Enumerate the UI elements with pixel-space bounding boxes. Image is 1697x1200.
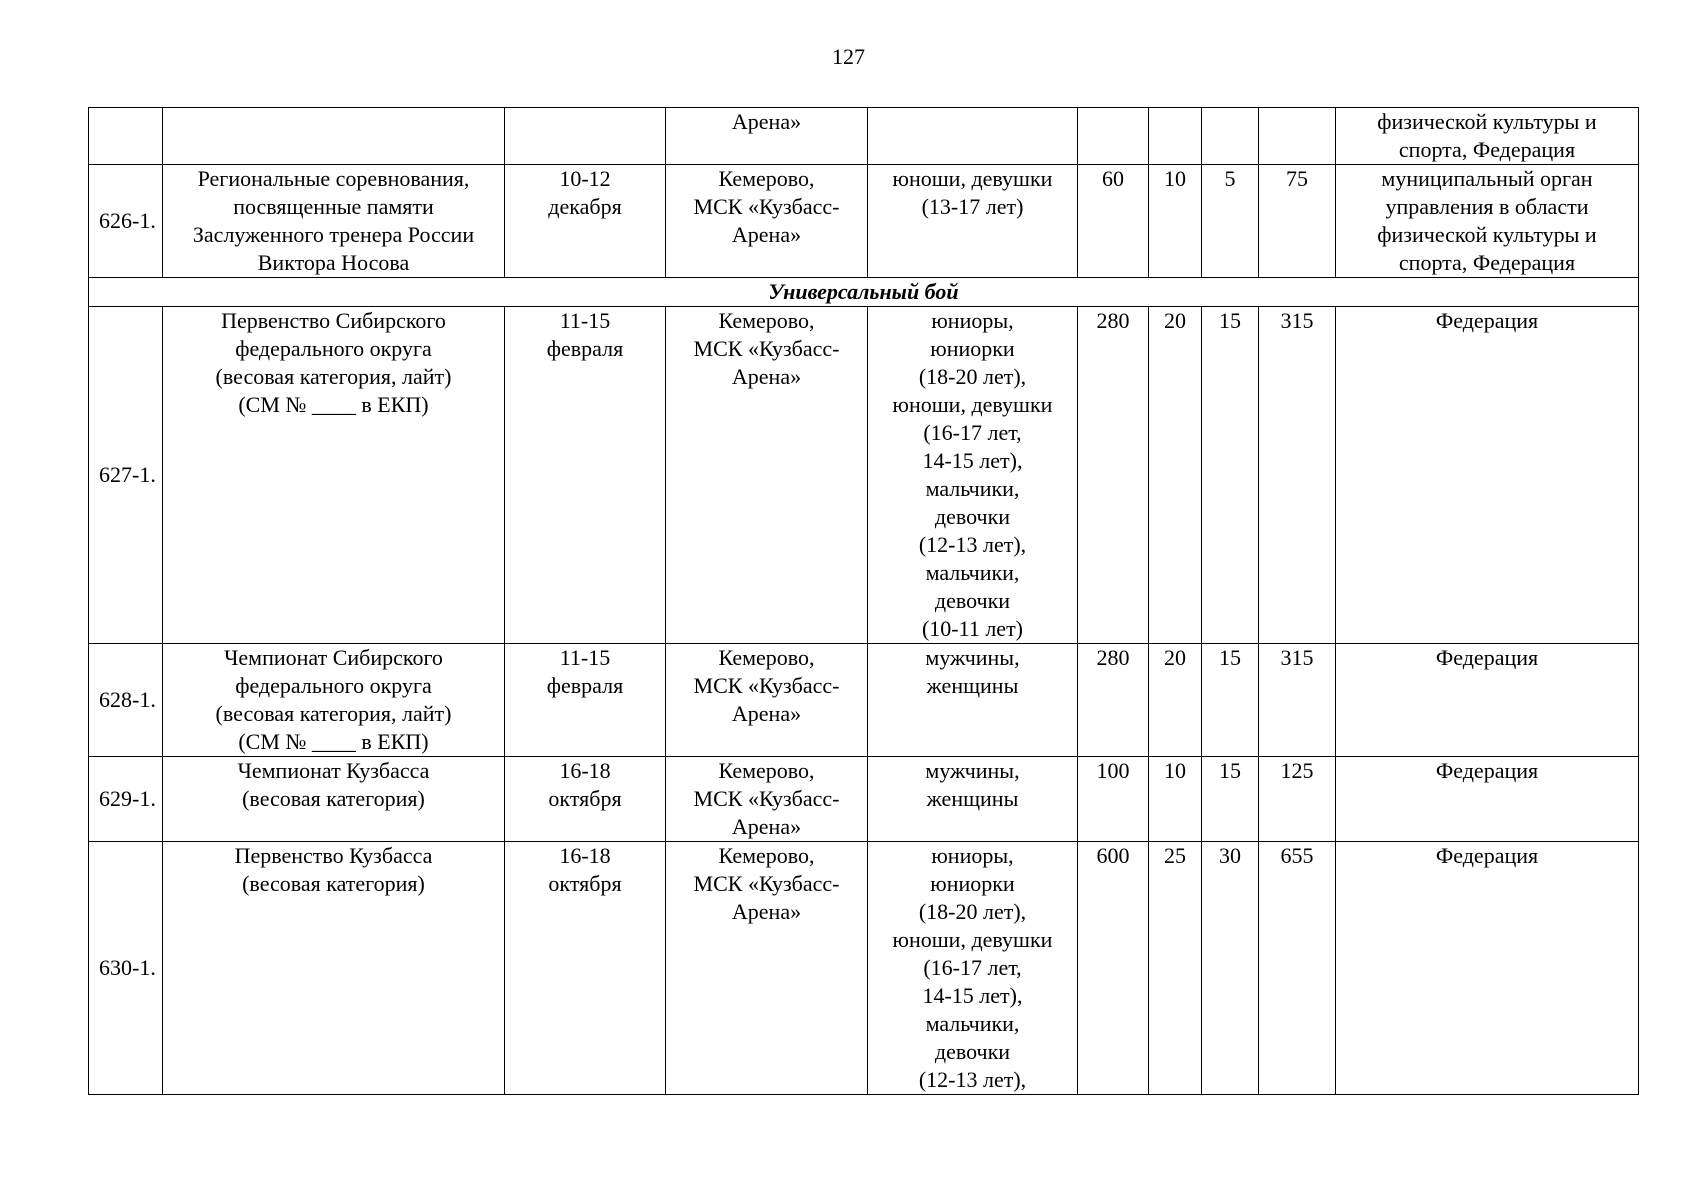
cell-line: (18-20 лет),	[918, 364, 1027, 389]
event-place-cell	[666, 108, 868, 165]
cell-line: спорта, Федерация	[1398, 137, 1576, 162]
cell-line: Чемпионат Сибирского	[224, 645, 443, 670]
cell-line: (18-20 лет),	[918, 899, 1027, 924]
cell-line: 16-18	[559, 758, 611, 783]
event-name-cell	[163, 307, 505, 644]
cell-line: Кемерово,	[718, 308, 815, 333]
event-number-cell: 630-1.	[89, 842, 163, 1095]
count-cell-1: 280	[1078, 644, 1149, 757]
event-participants-cell	[868, 108, 1078, 165]
cell-line: Виктора Носова	[257, 250, 410, 275]
count-cell-2: 20	[1149, 307, 1202, 644]
cell-line: мальчики,	[925, 1011, 1020, 1036]
cell-line: (СМ № ____ в ЕКП)	[238, 729, 429, 754]
cell-line: Кемерово,	[718, 843, 815, 868]
cell-line: муниципальный орган	[1381, 166, 1593, 191]
table-row	[89, 165, 1639, 278]
count-cell-2: 20	[1149, 644, 1202, 757]
cell-line: (весовая категория, лайт)	[215, 364, 452, 389]
cell-line: Первенство Сибирского	[221, 308, 446, 333]
event-dates-cell	[505, 307, 666, 644]
cell-line: февраля	[546, 336, 624, 361]
cell-line: юниоры,	[931, 843, 1014, 868]
cell-line: физической культуры и	[1377, 222, 1597, 247]
cell-line: Кемерово,	[718, 758, 815, 783]
cell-line: (16-17 лет,	[923, 955, 1022, 980]
cell-line: 10-12	[559, 166, 611, 191]
cell-line: федерального округа	[235, 673, 432, 698]
cell-line: (СМ № ____ в ЕКП)	[238, 392, 429, 417]
count-cell-3	[1202, 108, 1259, 165]
count-cell-2: 25	[1149, 842, 1202, 1095]
cell-line: юниоры,	[931, 308, 1014, 333]
cell-line: юноши, девушки	[892, 927, 1053, 952]
cell-line: (весовая категория, лайт)	[215, 701, 452, 726]
event-participants-cell	[868, 842, 1078, 1095]
cell-line: декабря	[548, 194, 622, 219]
table-row	[89, 757, 1639, 842]
event-number-cell	[89, 108, 163, 165]
cell-line: Федерация	[1435, 308, 1539, 333]
count-total-cell: 315	[1259, 307, 1336, 644]
event-participants-cell	[868, 307, 1078, 644]
event-organizer-cell	[1336, 842, 1639, 1095]
cell-line: МСК «Кузбасс-	[693, 673, 840, 698]
cell-line: Арена»	[731, 814, 802, 839]
event-participants-cell	[868, 757, 1078, 842]
event-organizer-cell	[1336, 757, 1639, 842]
cell-line: Кемерово,	[718, 166, 815, 191]
event-name-cell	[163, 757, 505, 842]
event-organizer-cell	[1336, 307, 1639, 644]
event-name-cell	[163, 165, 505, 278]
cell-line: 14-15 лет),	[922, 983, 1023, 1008]
cell-line: Федерация	[1435, 758, 1539, 783]
cell-line: Чемпионат Кузбасса	[237, 758, 430, 783]
cell-line: юниорки	[930, 871, 1015, 896]
cell-line: Арена»	[731, 109, 802, 134]
cell-line: (12-13 лет),	[918, 532, 1027, 557]
cell-line: (весовая категория)	[242, 871, 425, 896]
page-number: 127	[832, 44, 865, 69]
event-organizer-cell	[1336, 108, 1639, 165]
cell-line: Первенство Кузбасса	[234, 843, 433, 868]
event-number-cell: 629-1.	[89, 757, 163, 842]
cell-line: Арена»	[731, 701, 802, 726]
cell-line: Заслуженного тренера России	[192, 222, 475, 247]
count-total-cell: 655	[1259, 842, 1336, 1095]
cell-line: женщины	[926, 786, 1019, 811]
cell-line: женщины	[926, 673, 1019, 698]
count-cell-3: 15	[1202, 757, 1259, 842]
cell-line: девочки	[934, 1039, 1011, 1064]
table-row	[89, 644, 1639, 757]
event-place-cell	[666, 757, 868, 842]
count-total-cell: 315	[1259, 644, 1336, 757]
cell-line: спорта, Федерация	[1398, 250, 1576, 275]
count-total-cell: 125	[1259, 757, 1336, 842]
cell-line: октября	[548, 786, 622, 811]
event-dates-cell	[505, 757, 666, 842]
cell-line: МСК «Кузбасс-	[693, 871, 840, 896]
count-cell-3: 15	[1202, 644, 1259, 757]
count-cell-1: 600	[1078, 842, 1149, 1095]
events-table	[88, 107, 1639, 1095]
cell-line: февраля	[546, 673, 624, 698]
cell-line: посвященные памяти	[233, 194, 434, 219]
event-place-cell	[666, 165, 868, 278]
section-title: Универсальный бой	[89, 278, 1639, 307]
cell-line: МСК «Кузбасс-	[693, 336, 840, 361]
event-number-cell: 628-1.	[89, 644, 163, 757]
cell-line: Федерация	[1435, 843, 1539, 868]
event-place-cell	[666, 644, 868, 757]
count-cell-2	[1149, 108, 1202, 165]
cell-line: (10-11 лет)	[921, 616, 1024, 641]
cell-line: 11-15	[559, 308, 611, 333]
event-number-cell: 627-1.	[89, 307, 163, 644]
cell-line: Региональные соревнования,	[197, 166, 470, 191]
cell-line: (12-13 лет),	[918, 1067, 1027, 1092]
count-total-cell	[1259, 108, 1336, 165]
event-dates-cell	[505, 842, 666, 1095]
cell-line: октября	[548, 871, 622, 896]
event-dates-cell	[505, 108, 666, 165]
cell-line: Арена»	[731, 899, 802, 924]
count-cell-2: 10	[1149, 757, 1202, 842]
cell-line: 11-15	[559, 645, 611, 670]
cell-line: Арена»	[731, 364, 802, 389]
count-cell-2: 10	[1149, 165, 1202, 278]
cell-line: мужчины,	[925, 758, 1020, 783]
count-cell-1: 280	[1078, 307, 1149, 644]
count-cell-3: 15	[1202, 307, 1259, 644]
cell-line: Кемерово,	[718, 645, 815, 670]
cell-line: юноши, девушки	[892, 166, 1053, 191]
cell-line: МСК «Кузбасс-	[693, 194, 840, 219]
count-cell-3: 30	[1202, 842, 1259, 1095]
event-name-cell	[163, 644, 505, 757]
cell-line: юниорки	[930, 336, 1015, 361]
cell-line: девочки	[934, 504, 1011, 529]
event-name-cell	[163, 842, 505, 1095]
event-dates-cell	[505, 644, 666, 757]
count-cell-1: 60	[1078, 165, 1149, 278]
event-number-cell: 626-1.	[89, 165, 163, 278]
cell-line: мальчики,	[925, 476, 1020, 501]
cell-line: (16-17 лет,	[923, 420, 1022, 445]
cell-line: девочки	[934, 588, 1011, 613]
event-participants-cell	[868, 644, 1078, 757]
table-row	[89, 842, 1639, 1095]
cell-line: (весовая категория)	[242, 786, 425, 811]
cell-line: юноши, девушки	[892, 392, 1053, 417]
cell-line: физической культуры и	[1377, 109, 1597, 134]
cell-line: Арена»	[731, 222, 802, 247]
cell-line: федерального округа	[235, 336, 432, 361]
count-cell-1: 100	[1078, 757, 1149, 842]
cell-line: (13-17 лет)	[921, 194, 1024, 219]
cell-line: управления в области	[1385, 194, 1589, 219]
count-cell-1	[1078, 108, 1149, 165]
event-place-cell	[666, 842, 868, 1095]
event-place-cell	[666, 307, 868, 644]
event-organizer-cell	[1336, 165, 1639, 278]
cell-line: мужчины,	[925, 645, 1020, 670]
event-participants-cell	[868, 165, 1078, 278]
event-dates-cell	[505, 165, 666, 278]
table-row-continuation	[89, 108, 1639, 165]
event-name-cell	[163, 108, 505, 165]
count-cell-3: 5	[1202, 165, 1259, 278]
count-total-cell: 75	[1259, 165, 1336, 278]
cell-line: 16-18	[559, 843, 611, 868]
cell-line: МСК «Кузбасс-	[693, 786, 840, 811]
cell-line: Федерация	[1435, 645, 1539, 670]
cell-line: 14-15 лет),	[922, 448, 1023, 473]
event-organizer-cell	[1336, 644, 1639, 757]
cell-line: мальчики,	[925, 560, 1020, 585]
table-row	[89, 307, 1639, 644]
section-header-row	[89, 278, 1639, 307]
